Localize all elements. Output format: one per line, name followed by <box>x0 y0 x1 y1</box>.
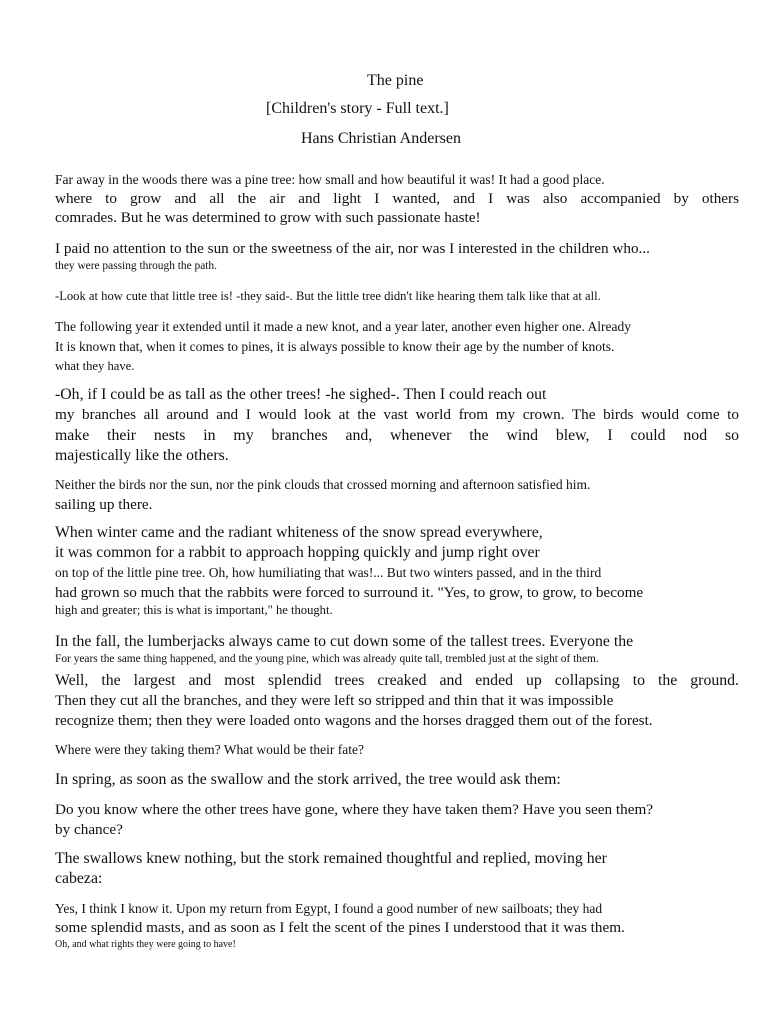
text-line: by chance? <box>55 821 123 838</box>
text-line: For years the same thing happened, and the young pine, which was already quite tall, trembled just at the sight of them. <box>55 653 599 665</box>
text-line: high and greater; this is what is important," he thought. <box>55 603 333 617</box>
text-line: -Look at how cute that little tree is! -they said-. But the little tree didn't like hearing them talk like that at all. <box>55 289 601 303</box>
text-line: The swallows knew nothing, but the stork remained thoughtful and replied, moving her <box>55 850 607 867</box>
text-line: had grown so much that the rabbits were forced to surround it. "Yes, to grow, to grow, to become <box>55 584 644 601</box>
text-line: comrades. But he was determined to grow with such passionate haste! <box>55 209 481 226</box>
text-line: Neither the birds nor the sun, nor the pink clouds that crossed morning and afternoon satisfied him. <box>55 477 591 492</box>
story-title: The pine <box>367 72 424 89</box>
text-line: where to grow and all the air and light I wanted, and I was also accompanied by others <box>55 190 739 207</box>
text-line: my branches all around and I would look at the vast world from my crown. The birds would come to <box>55 406 739 423</box>
text-line: In spring, as soon as the swallow and the stork arrived, the tree would ask them: <box>55 771 561 788</box>
text-line: Well, the largest and most splendid trees creaked and ended up collapsing to the ground. <box>55 672 739 689</box>
text-line: Then they cut all the branches, and they were left so stripped and thin that it was impossible <box>55 692 614 709</box>
text-line: they were passing through the path. <box>55 260 217 272</box>
text-line: The following year it extended until it made a new knot, and a year later, another even higher one. Already <box>55 319 631 334</box>
story-author: Hans Christian Andersen <box>301 130 461 147</box>
text-line: -Oh, if I could be as tall as the other trees! -he sighed-. Then I could reach out <box>55 386 547 403</box>
text-line: In the fall, the lumberjacks always came to cut down some of the tallest trees. Everyone the <box>55 633 634 650</box>
text-line: recognize them; then they were loaded onto wagons and the horses dragged them out of the forest. <box>55 712 653 729</box>
text-line: on top of the little pine tree. Oh, how humiliating that was!... But two winters passed, and in the third <box>55 565 602 580</box>
text-line: Do you know where the other trees have gone, where they have taken them? Have you seen them? <box>55 801 653 818</box>
text-line: it was common for a rabbit to approach hopping quickly and jump right over <box>55 544 540 561</box>
text-line: Oh, and what rights they were going to have! <box>55 939 236 950</box>
text-line: Where were they taking them? What would be their fate? <box>55 742 364 757</box>
text-line: what they have. <box>55 359 135 373</box>
text-line: sailing up there. <box>55 496 153 513</box>
text-line: I paid no attention to the sun or the sweetness of the air, nor was I interested in the children who... <box>55 240 650 257</box>
text-line: Far away in the woods there was a pine tree: how small and how beautiful it was! It had a good place. <box>55 172 605 187</box>
text-line: make their nests in my branches and, whenever the wind blew, I could nod so <box>55 427 739 444</box>
text-line: It is known that, when it comes to pines, it is always possible to know their age by the number of knots. <box>55 339 615 354</box>
story-subtitle: [Children's story - Full text.] <box>266 100 449 117</box>
text-line: majestically like the others. <box>55 447 229 464</box>
text-line: When winter came and the radiant whiteness of the snow spread everywhere, <box>55 524 543 541</box>
text-line: Yes, I think I know it. Upon my return from Egypt, I found a good number of new sailboats; they had <box>55 901 603 916</box>
text-line: some splendid masts, and as soon as I felt the scent of the pines I understood that it was them. <box>55 919 625 936</box>
text-line: cabeza: <box>55 870 103 887</box>
